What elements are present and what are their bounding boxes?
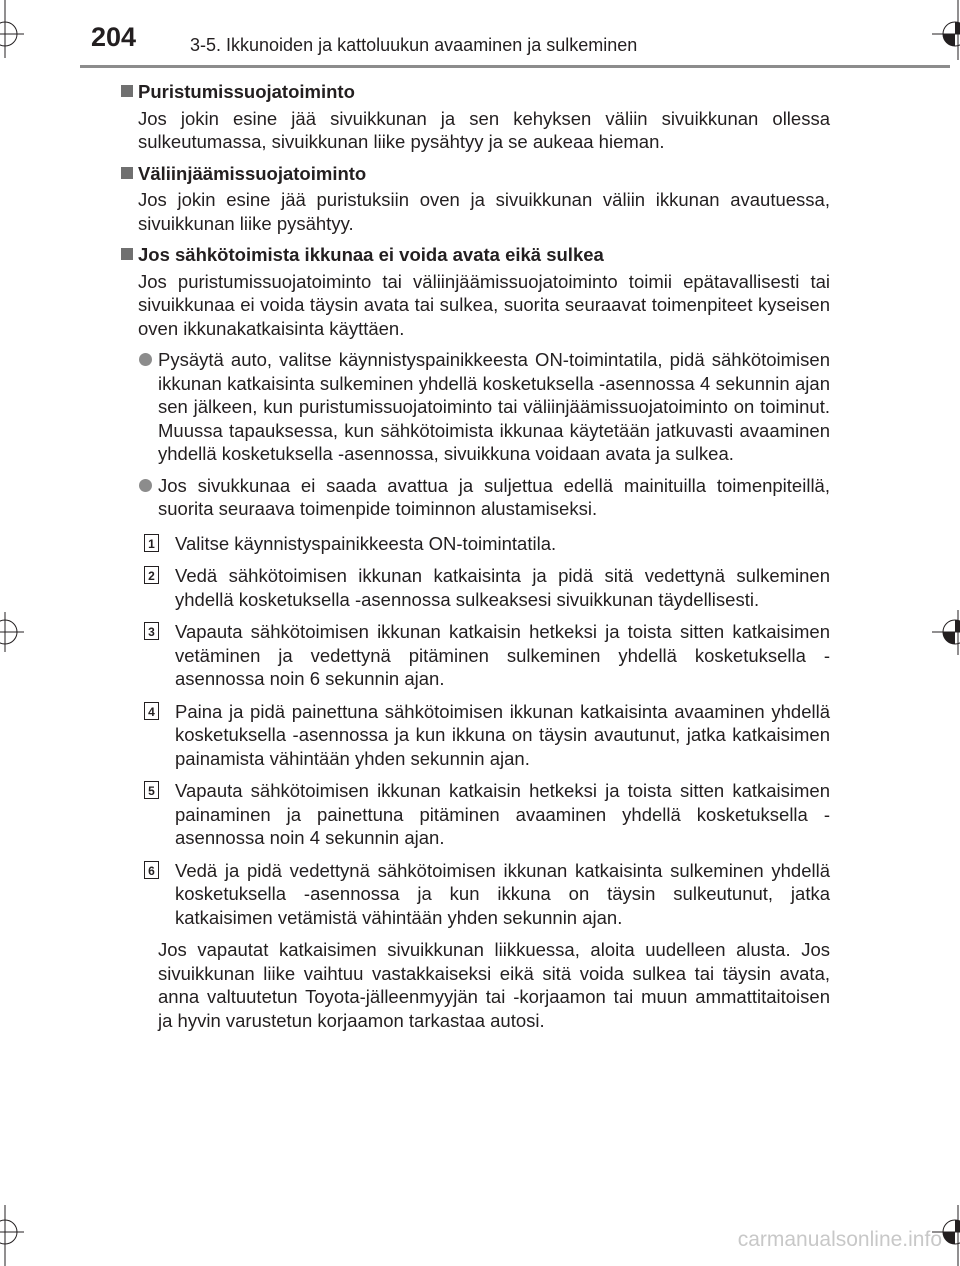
bullet-item: Pysäytä auto, valitse käynnistyspainikkeesta ON-toimintatila, pidä sähkötoimisen ikkunan katkaisinta sulkeminen yhdellä kosketuksella -asennossa 4 sekunnin ajan sen jälkeen, kun puristumissuojatoiminto tai väliinjäämissuojatoiminto on toiminut. Muussa tapauksessa, kun sähkötoimista ikkunaa käytetään jatkuvasti avaaminen yhdellä kosketuksella -asennossa, sivuikkuna voidaan avata ja sulkea. [120,348,830,466]
step-item: 1 Valitse käynnistyspainikkeesta ON-toimintatila. [120,532,830,556]
section-text: Jos puristumissuojatoiminto tai väliinjäämissuojatoiminto toimii epätavallisesti tai sivuikkunaa ei voida täysin avata tai sulkea, suorita seuraavat toimenpiteet kyseisen oven ikkunakatkaisinta käyttäen. [138,270,830,339]
step-number: 6 [144,861,159,879]
page-content [120,78,830,1032]
header-divider [80,65,950,68]
section-text: Jos jokin esine jää puristuksiin oven ja sivuikkunan väliin ikkunan avautuessa, sivuikkunan liike pysähtyy. [138,189,830,234]
step-number: 3 [144,622,159,640]
step-number: 4 [144,702,159,720]
square-bullet-icon [121,167,133,179]
section-text: Jos jokin esine jää sivuikkunan ja sen kehyksen väliin sivuikkunan ollessa sulkeutumassa, sivuikkunan liike pysähtyy ja se aukeaa hieman. [138,107,830,152]
square-bullet-icon [121,248,133,260]
step-number: 2 [144,566,159,584]
step-item: 2 Vedä sähkötoimisen ikkunan katkaisinta ja pidä sitä vedettynä sulkeminen yhdellä kosketuksella -asennossa sulkeaksesi sivuikkunan täydellisesti. [120,564,830,611]
step-item: 3 Vapauta sähkötoimisen ikkunan katkaisin hetkeksi ja toista sitten katkaisimen vetäminen ja vedettynä pitäminen sulkeminen yhdellä kosketuksella -asennossa noin 6 sekunnin ajan. [120,620,830,691]
step-item: 4 Paina ja pidä painettuna sähkötoimisen ikkunan katkaisinta avaaminen yhdellä kosketuksella -asennossa ja kun ikkuna on täysin avautunut, jatka katkaisimen painamista vähintään yhden sekunnin ajan. [120,700,830,771]
chapter-title: 3-5. Ikkunoiden ja kattoluukun avaaminen ja sulkeminen [190,35,638,55]
step-item: 6 Vedä ja pidä vedettynä sähkötoimisen ikkunan katkaisinta sulkeminen yhdellä kosketuksella -asennossa ja kun ikkuna on täysin sulkeutunut, jatka katkaisimen vetämistä vähintään yhden sekunnin ajan. [120,859,830,930]
step-number: 5 [144,781,159,799]
bullet-item: Jos sivukkunaa ei saada avattua ja suljettua edellä mainituilla toimenpiteillä, suorita seuraava toimenpide toiminnon alustamiseksi. [120,474,830,521]
step-item: 5 Vapauta sähkötoimisen ikkunan katkaisin hetkeksi ja toista sitten katkaisimen painaminen ja painettuna pitäminen avaaminen yhdellä kosketuksella -asennossa noin 4 sekunnin ajan. [120,779,830,850]
section-heading: Puristumissuojatoiminto [120,80,830,104]
section-heading: Jos sähkötoimista ikkunaa ei voida avata eikä sulkea [120,243,830,267]
section-heading: Väliinjäämissuojatoiminto [120,162,830,186]
step-number: 1 [144,534,159,552]
closing-note: Jos vapautat katkaisimen sivuikkunan liikkuessa, aloita uudelleen alusta. Jos sivuikkunan liike vaihtuu vastakkaiseksi eikä sitä voida sulkea tai täysin avata, anna valtuutetun Toyota-jälleenmyyjän tai -korjaamon tai muun ammattitaitoisen ja hyvin varustetun korjaamon tarkastaa autosi. [158,939,830,1031]
watermark: carmanualsonline.info [737,1228,942,1251]
page-number: 204 [91,22,137,52]
circle-bullet-icon [139,353,152,366]
circle-bullet-icon [139,479,152,492]
square-bullet-icon [121,85,133,97]
